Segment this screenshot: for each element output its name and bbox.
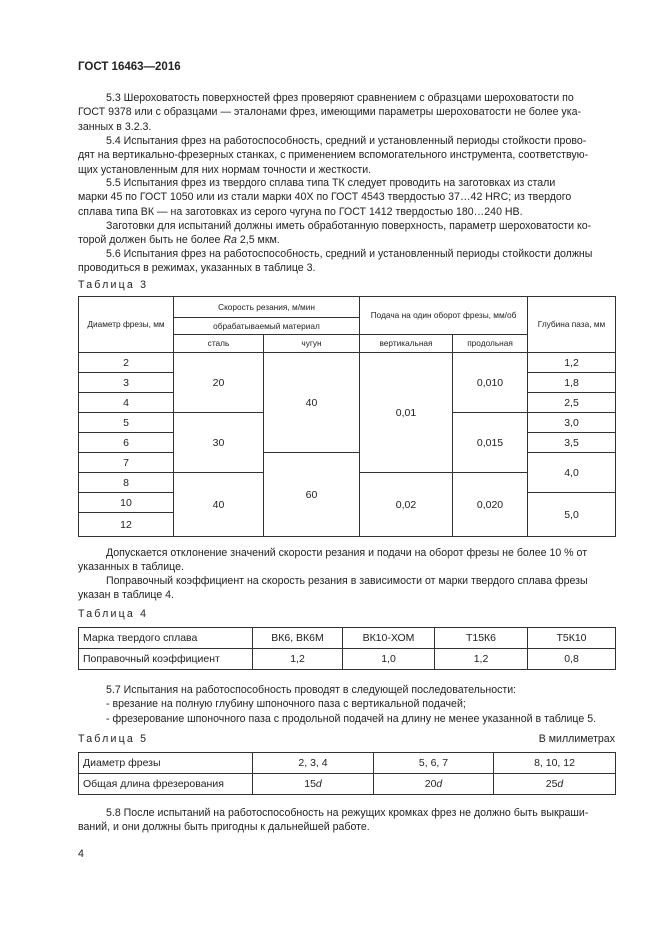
length-cell: 25d <box>494 774 616 795</box>
table5-caption: Таблица 5 <box>78 733 149 745</box>
table-3 <box>78 296 616 537</box>
paragraph-tolerance: Допускается отклонение значений скорости резания и подачи на оборот фрезы не более 10 % от указанных в таблице. <box>78 547 588 574</box>
header-material: обрабатываемый материал <box>174 318 360 335</box>
diameter-cell: 2, 3, 4 <box>253 753 374 774</box>
diameter-cell: 8, 10, 12 <box>494 753 616 774</box>
longitudinal-feed-cell: 0,010 <box>453 353 528 413</box>
depth-cell: 1,2 <box>528 353 616 373</box>
coefficient-cell: 0,8 <box>528 649 616 670</box>
paragraph-5-7: 5.7 Испытания на работоспособность проводят в следующей последовательности: - врезание на полную глубину шпоночного паза с вертикальной подачей; - фрезерование шпоночного паза с продольной подачей на длину не менее указанной в таблице 5. <box>106 684 597 725</box>
paragraph-5-3: 5.3 Шероховатость поверхностей фрез проверяют сравнением с образцами шероховатости по ГОСТ 9378 или с образцами — эталонами фрез, имеющими параметры шероховатости не более ука- занных в 3.2.3. <box>78 92 581 133</box>
header-longitudinal: продольная <box>453 335 528 353</box>
diameter-cell: 5 <box>79 413 174 433</box>
diameter-cell: 3 <box>79 373 174 393</box>
diameter-cell: 8 <box>79 473 174 493</box>
table-4 <box>78 627 616 670</box>
header-steel: сталь <box>174 335 264 353</box>
coefficient-label: Поправочный коэффициент <box>79 649 253 670</box>
grade-cell: Т15К6 <box>435 628 528 649</box>
diameter-cell: 2 <box>79 353 174 373</box>
header-feed: Подача на один оборот фрезы, мм/об <box>360 297 528 335</box>
paragraph-correction: Поправочный коэффициент на скорость резания в зависимости от марки твердого сплава фрезы указан в таблице 4. <box>78 575 588 602</box>
header-vertical: вертикальная <box>360 335 453 353</box>
header-diameter: Диаметр фрезы, мм <box>79 297 174 353</box>
table-5 <box>78 752 616 795</box>
length-cell: 15d <box>253 774 374 795</box>
grade-cell: Т5К10 <box>528 628 616 649</box>
page-number: 4 <box>78 848 84 860</box>
header-speed: Скорость резания, м/мин <box>174 297 360 318</box>
diameter-cell: 6 <box>79 433 174 453</box>
paragraph-5-5: 5.5 Испытания фрез из твердого сплава типа ТК следует проводить на заготовках из стали марки 45 по ГОСТ 1050 или из стали марки 40Х по ГОСТ 4543 твердостью 37…42 HRC; из твердого сплава типа ВК — на заготовках из серого чугуна по ГОСТ 1412 твердостью 180…240 НВ. <box>78 177 572 218</box>
table3-caption: Таблица 3 <box>78 279 149 291</box>
grade-cell: ВК10-ХОМ <box>343 628 435 649</box>
depth-cell: 4,0 <box>528 453 616 493</box>
coefficient-cell: 1,2 <box>253 649 343 670</box>
length-label: Общая длина фрезерования <box>79 774 253 795</box>
diameter-cell: 5, 6, 7 <box>374 753 494 774</box>
iron-speed-cell: 40 <box>264 353 360 453</box>
header-depth: Глубина паза, мм <box>528 297 616 353</box>
depth-cell: 1,8 <box>528 373 616 393</box>
coefficient-cell: 1,0 <box>343 649 435 670</box>
grade-cell: ВК6, ВК6М <box>253 628 343 649</box>
depth-cell: 2,5 <box>528 393 616 413</box>
vertical-feed-cell: 0,01 <box>360 353 453 473</box>
iron-speed-cell: 60 <box>264 453 360 537</box>
diameter-cell: 4 <box>79 393 174 413</box>
length-cell: 20d <box>374 774 494 795</box>
diameter-cell: 7 <box>79 453 174 473</box>
steel-speed-cell: 30 <box>174 413 264 473</box>
grade-label: Марка твердого сплава <box>79 628 253 649</box>
paragraph-5-6: 5.6 Испытания фрез на работоспособность, средний и установленный периоды стойкости должны проводиться в режимах, указанных в таблице 3. <box>78 248 593 275</box>
table4-caption: Таблица 4 <box>78 608 149 620</box>
steel-speed-cell: 20 <box>174 353 264 413</box>
diameter-cell: 12 <box>79 513 174 537</box>
depth-cell: 3,5 <box>528 433 616 453</box>
table5-units: В миллиметрах <box>538 733 615 745</box>
steel-speed-cell: 40 <box>174 473 264 537</box>
longitudinal-feed-cell: 0,020 <box>453 473 528 537</box>
depth-cell: 5,0 <box>528 493 616 537</box>
diameter-label: Диаметр фрезы <box>79 753 253 774</box>
coefficient-cell: 1,2 <box>435 649 528 670</box>
document-header: ГОСТ 16463—2016 <box>78 61 181 73</box>
longitudinal-feed-cell: 0,015 <box>453 413 528 473</box>
paragraph-blanks: Заготовки для испытаний должны иметь обработанную поверхность, параметр шероховатости ко- торой должен быть не более Ra 2,5 мкм. <box>78 220 592 247</box>
vertical-feed-cell: 0,02 <box>360 473 453 537</box>
diameter-cell: 10 <box>79 493 174 513</box>
paragraph-5-4: 5.4 Испытания фрез на работоспособность, средний и установленный периоды стойкости прово- дят на вертикально-фрезерных станках, с применением вспомогательного инструмента, соответствую- щих установленным для них нормам точности и жесткости. <box>78 135 589 176</box>
depth-cell: 3,0 <box>528 413 616 433</box>
paragraph-5-8: 5.8 После испытаний на работоспособность на режущих кромках фрез не должно быть выкраши- ваний, и они должны быть пригодны к дальнейшей работе. <box>78 807 589 834</box>
header-iron: чугун <box>264 335 360 353</box>
